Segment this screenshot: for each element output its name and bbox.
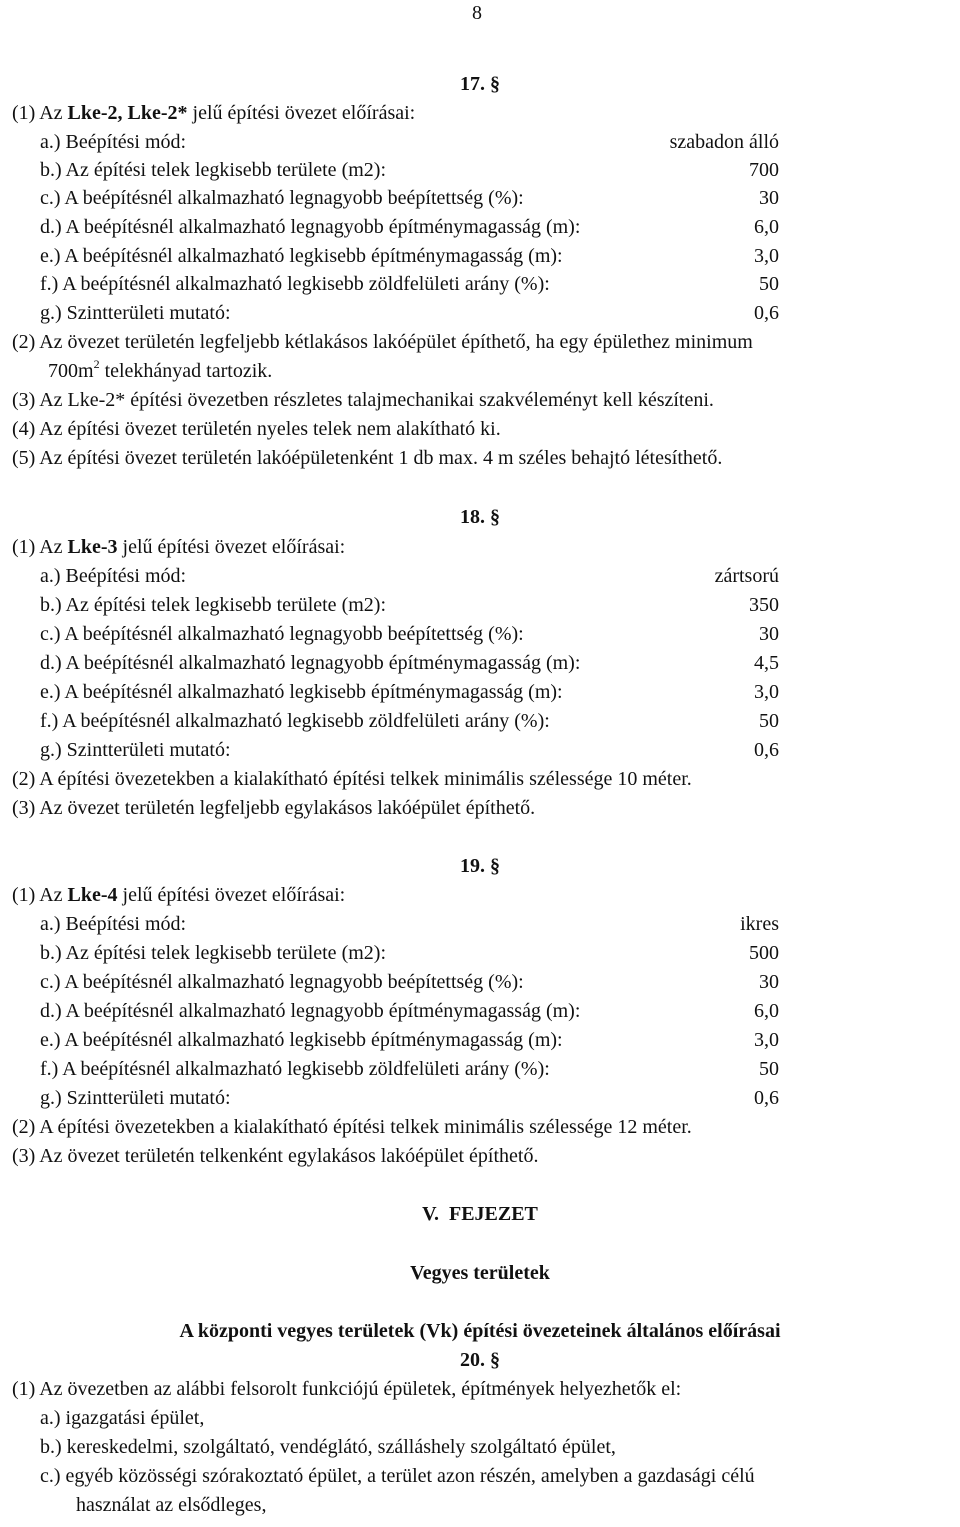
chapter-subheading: Vegyes területek <box>410 1262 550 1284</box>
zone-code: Lke-4 <box>67 884 118 906</box>
intro-prefix: (1) Az <box>12 536 68 558</box>
section-20-intro: (1) Az övezetben az alábbi felsorolt funkciójú épületek, építmények helyezhetők el: <box>12 1378 682 1400</box>
s19-row-label: d.) A beépítésnél alkalmazható legnagyobb építménymagasság (m): <box>40 1000 581 1022</box>
section-18-title: 18. § <box>460 506 500 528</box>
s20-list-item-continuation: használat az elsődleges, <box>76 1494 267 1516</box>
s19-row-value: 30 <box>759 971 779 993</box>
intro-prefix: (1) Az <box>12 884 68 906</box>
s19-row-label: b.) Az építési telek legkisebb területe (m2): <box>40 942 386 964</box>
s19-row-value: ikres <box>740 913 779 935</box>
s18-paragraph-2: (2) A építési övezetekben a kialakítható építési telkek minimális szélessége 10 méter. <box>12 768 692 790</box>
intro-suffix: jelű építési övezet előírásai: <box>117 884 346 906</box>
s19-row-label: e.) A beépítésnél alkalmazható legkisebb építménymagasság (m): <box>40 1029 563 1051</box>
s20-list-item: b.) kereskedelmi, szolgáltató, vendéglátó, szálláshely szolgáltató épület, <box>40 1436 616 1458</box>
s20-list-item: c.) egyéb közösségi szórakoztató épület, a terület azon részén, amelyben a gazdasági célú <box>40 1465 755 1487</box>
s19-row-label: a.) Beépítési mód: <box>40 913 187 935</box>
s17-row-label: d.) A beépítésnél alkalmazható legnagyobb építménymagasság (m): <box>40 216 581 238</box>
s20-list-item: a.) igazgatási épület, <box>40 1407 205 1429</box>
s17-paragraph-2-line-1: (2) Az övezet területén legfeljebb kétlakásos lakóépület építhető, ha egy épülethez minimum <box>12 331 753 353</box>
s18-row-value: 3,0 <box>754 681 779 703</box>
s18-row-label: a.) Beépítési mód: <box>40 565 187 587</box>
intro-suffix: jelű építési övezet előírásai: <box>187 102 416 124</box>
s19-row-label: c.) A beépítésnél alkalmazható legnagyobb beépítettség (%): <box>40 971 524 993</box>
s18-row-label: e.) A beépítésnél alkalmazható legkisebb építménymagasság (m): <box>40 681 563 703</box>
s17-paragraph-5: (5) Az építési övezet területén lakóépületenként 1 db max. 4 m széles behajtó létesíthető. <box>12 447 723 469</box>
s18-row-label: d.) A beépítésnél alkalmazható legnagyobb építménymagasság (m): <box>40 652 581 674</box>
s17-paragraph-3: (3) Az Lke-2* építési övezetben részletes talajmechanikai szakvéleményt kell készíteni. <box>12 389 714 411</box>
section-18-intro <box>12 536 345 558</box>
zone-code: Lke-3 <box>67 536 118 558</box>
section-19-intro <box>12 884 345 906</box>
s19-paragraph-3: (3) Az övezet területén telkenként egylakásos lakóépület építhető. <box>12 1145 539 1167</box>
s18-row-label: b.) Az építési telek legkisebb területe (m2): <box>40 594 386 616</box>
s18-paragraph-3: (3) Az övezet területén legfeljebb egylakásos lakóépület építhető. <box>12 797 536 819</box>
s17-row-label: f.) A beépítésnél alkalmazható legkisebb zöldfelületi arány (%): <box>40 273 550 295</box>
s19-row-value: 3,0 <box>754 1029 779 1051</box>
section-17-title: 17. § <box>460 73 500 95</box>
s17-paragraph-2-line-2 <box>48 357 273 382</box>
s18-row-value: zártsorú <box>714 565 779 587</box>
s18-row-value: 350 <box>749 594 779 616</box>
intro-prefix: (1) Az <box>12 102 68 124</box>
section-19-title: 19. § <box>460 855 500 877</box>
s18-row-label: g.) Szintterületi mutató: <box>40 739 231 761</box>
s17-row-value: 30 <box>759 187 779 209</box>
s19-row-value: 6,0 <box>754 1000 779 1022</box>
s18-row-value: 30 <box>759 623 779 645</box>
s18-row-label: f.) A beépítésnél alkalmazható legkisebb zöldfelületi arány (%): <box>40 710 550 732</box>
s19-row-label: g.) Szintterületi mutató: <box>40 1087 231 1109</box>
zone-code: Lke-2, Lke-2* <box>67 102 188 124</box>
s18-row-label: c.) A beépítésnél alkalmazható legnagyobb beépítettség (%): <box>40 623 524 645</box>
s17-row-label: e.) A beépítésnél alkalmazható legkisebb építménymagasság (m): <box>40 245 563 267</box>
section-17-intro <box>12 102 415 124</box>
s17-row-value: 6,0 <box>754 216 779 238</box>
superscript: 2 <box>93 357 100 371</box>
s17-row-value: szabadon álló <box>669 131 779 153</box>
s19-row-label: f.) A beépítésnél alkalmazható legkisebb zöldfelületi arány (%): <box>40 1058 550 1080</box>
plot-area: 700m <box>48 360 94 382</box>
s19-paragraph-2: (2) A építési övezetekben a kialakítható építési telkek minimális szélessége 12 méter. <box>12 1116 692 1138</box>
s17-row-value: 3,0 <box>754 245 779 267</box>
s17-row-label: g.) Szintterületi mutató: <box>40 302 231 324</box>
s18-row-value: 50 <box>759 710 779 732</box>
s19-row-value: 500 <box>749 942 779 964</box>
s17-paragraph-4: (4) Az építési övezet területén nyeles telek nem alakítható ki. <box>12 418 501 440</box>
s17-row-label: b.) Az építési telek legkisebb területe (m2): <box>40 159 386 181</box>
section-20-title: 20. § <box>460 1349 500 1371</box>
chapter-heading: V. FEJEZET <box>422 1203 538 1225</box>
s19-row-value: 50 <box>759 1058 779 1080</box>
section-heading: A központi vegyes területek (Vk) építési övezeteinek általános előírásai <box>179 1320 781 1342</box>
s17-row-value: 700 <box>749 159 779 181</box>
s18-row-value: 4,5 <box>754 652 779 674</box>
page-number: 8 <box>472 2 482 24</box>
plot-area-suffix: telekhányad tartozik. <box>99 360 273 382</box>
intro-suffix: jelű építési övezet előírásai: <box>117 536 346 558</box>
s17-row-value: 50 <box>759 273 779 295</box>
s17-row-label: a.) Beépítési mód: <box>40 131 187 153</box>
s18-row-value: 0,6 <box>754 739 779 761</box>
s17-row-value: 0,6 <box>754 302 779 324</box>
s19-row-value: 0,6 <box>754 1087 779 1109</box>
s17-row-label: c.) A beépítésnél alkalmazható legnagyobb beépítettség (%): <box>40 187 524 209</box>
